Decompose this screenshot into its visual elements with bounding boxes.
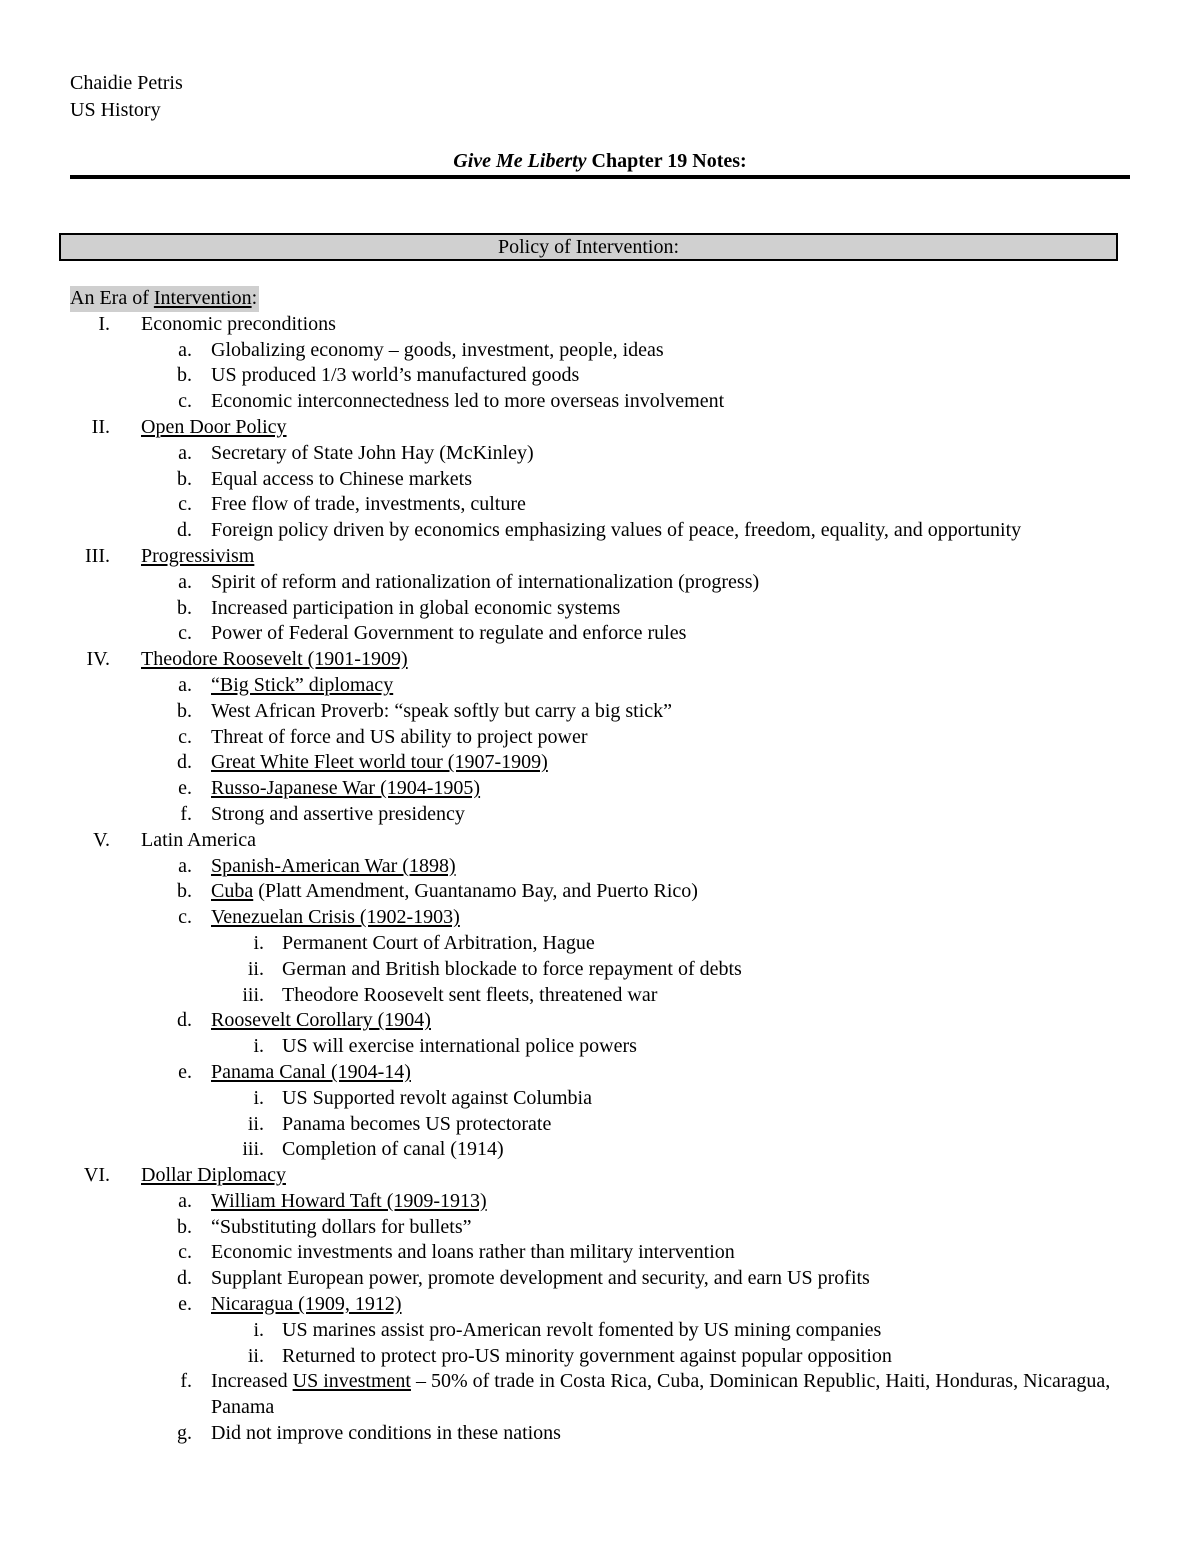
section-heading: Policy of Intervention: bbox=[497, 236, 680, 258]
title-divider bbox=[70, 175, 1130, 179]
outline-item-II: II. Open Door Policy bbox=[91, 415, 287, 438]
list-item: c. Free flow of trade, investments, culture bbox=[178, 493, 526, 516]
author-name: Chaidie Petris bbox=[70, 72, 183, 94]
list-item: ii. Panama becomes US protectorate bbox=[247, 1112, 552, 1135]
list-item: a. Spanish-American War (1898) bbox=[178, 854, 456, 877]
list-item: i. Permanent Court of Arbitration, Hague bbox=[253, 931, 595, 954]
list-item: b. West African Proverb: “speak softly but carry a big stick” bbox=[177, 699, 673, 722]
list-item: i. US will exercise international police powers bbox=[253, 1035, 637, 1058]
list-item: b. Increased participation in global economic systems bbox=[177, 596, 621, 619]
list-item: d. Roosevelt Corollary (1904) bbox=[177, 1009, 431, 1032]
list-item: b. Cuba (Platt Amendment, Guantanamo Bay, and Puerto Rico) bbox=[177, 880, 698, 903]
list-item: d. Great White Fleet world tour (1907-1909) bbox=[177, 751, 548, 774]
list-item: i. US marines assist pro-American revolt fomented by US mining companies bbox=[253, 1318, 882, 1341]
list-item: e. Nicaragua (1909, 1912) bbox=[178, 1293, 402, 1316]
notes-outline bbox=[70, 286, 1130, 1447]
outline-item-VI: VI. Dollar Diplomacy bbox=[83, 1164, 286, 1187]
outline-item-III: III. Progressivism bbox=[85, 544, 255, 567]
book-title: Give Me Liberty bbox=[453, 150, 587, 172]
outline-item-V: V. Latin America bbox=[93, 828, 256, 851]
list-item: d. Supplant European power, promote development and security, and earn US profits bbox=[177, 1267, 870, 1290]
list-item: a. Secretary of State John Hay (McKinley) bbox=[178, 441, 534, 464]
list-item: a. “Big Stick” diplomacy bbox=[178, 673, 394, 696]
list-item: i. US Supported revolt against Columbia bbox=[253, 1086, 592, 1109]
list-item: e. Russo-Japanese War (1904-1905) bbox=[178, 777, 481, 800]
list-item: g. Did not improve conditions in these nations bbox=[177, 1422, 561, 1445]
list-item: c. Power of Federal Government to regulate and enforce rules bbox=[178, 622, 687, 645]
list-item: d. Foreign policy driven by economics emphasizing values of peace, freedom, equality, and opportunity bbox=[177, 519, 1022, 542]
list-item: c. Venezuelan Crisis (1902-1903) bbox=[178, 906, 460, 929]
page-title bbox=[70, 148, 1130, 174]
list-item: e. Panama Canal (1904-14) bbox=[178, 1060, 411, 1083]
outline-item-IV: IV. Theodore Roosevelt (1901-1909) bbox=[86, 648, 408, 671]
list-item: b. Equal access to Chinese markets bbox=[177, 467, 473, 490]
section-heading-box bbox=[59, 233, 1118, 261]
list-item: f. Increased US investment – 50% of trade in Costa Rica, Cuba, Dominican Republic, Haiti, Honduras, Nicaragua, Panama bbox=[180, 1370, 1111, 1419]
list-item: iii. Completion of canal (1914) bbox=[242, 1138, 504, 1161]
list-item: b. “Substituting dollars for bullets” bbox=[177, 1215, 472, 1238]
list-item: a. Globalizing economy – goods, investment, people, ideas bbox=[178, 338, 664, 361]
list-item: b. US produced 1/3 world’s manufactured goods bbox=[177, 364, 580, 387]
list-item: iii. Theodore Roosevelt sent fleets, threatened war bbox=[242, 983, 658, 1006]
list-item: ii. Returned to protect pro-US minority government against popular opposition bbox=[247, 1344, 892, 1367]
title-rest: Chapter 19 Notes: bbox=[586, 150, 747, 172]
list-item: c. Economic investments and loans rather than military intervention bbox=[178, 1241, 735, 1264]
course-name: US History bbox=[70, 99, 161, 121]
list-item: ii. German and British blockade to force repayment of debts bbox=[247, 957, 742, 980]
era-subheading: An Era of Intervention: bbox=[70, 286, 1130, 312]
list-item: c. Threat of force and US ability to project power bbox=[178, 725, 588, 748]
list-item: a. Spirit of reform and rationalization of internationalization (progress) bbox=[178, 570, 760, 593]
list-item: a. William Howard Taft (1909-1913) bbox=[178, 1189, 487, 1212]
document-header bbox=[70, 70, 183, 124]
outline-item-I: I. Economic preconditions bbox=[98, 312, 336, 335]
list-item: f. Strong and assertive presidency bbox=[180, 802, 465, 825]
list-item: c. Economic interconnectedness led to more overseas involvement bbox=[178, 390, 725, 413]
